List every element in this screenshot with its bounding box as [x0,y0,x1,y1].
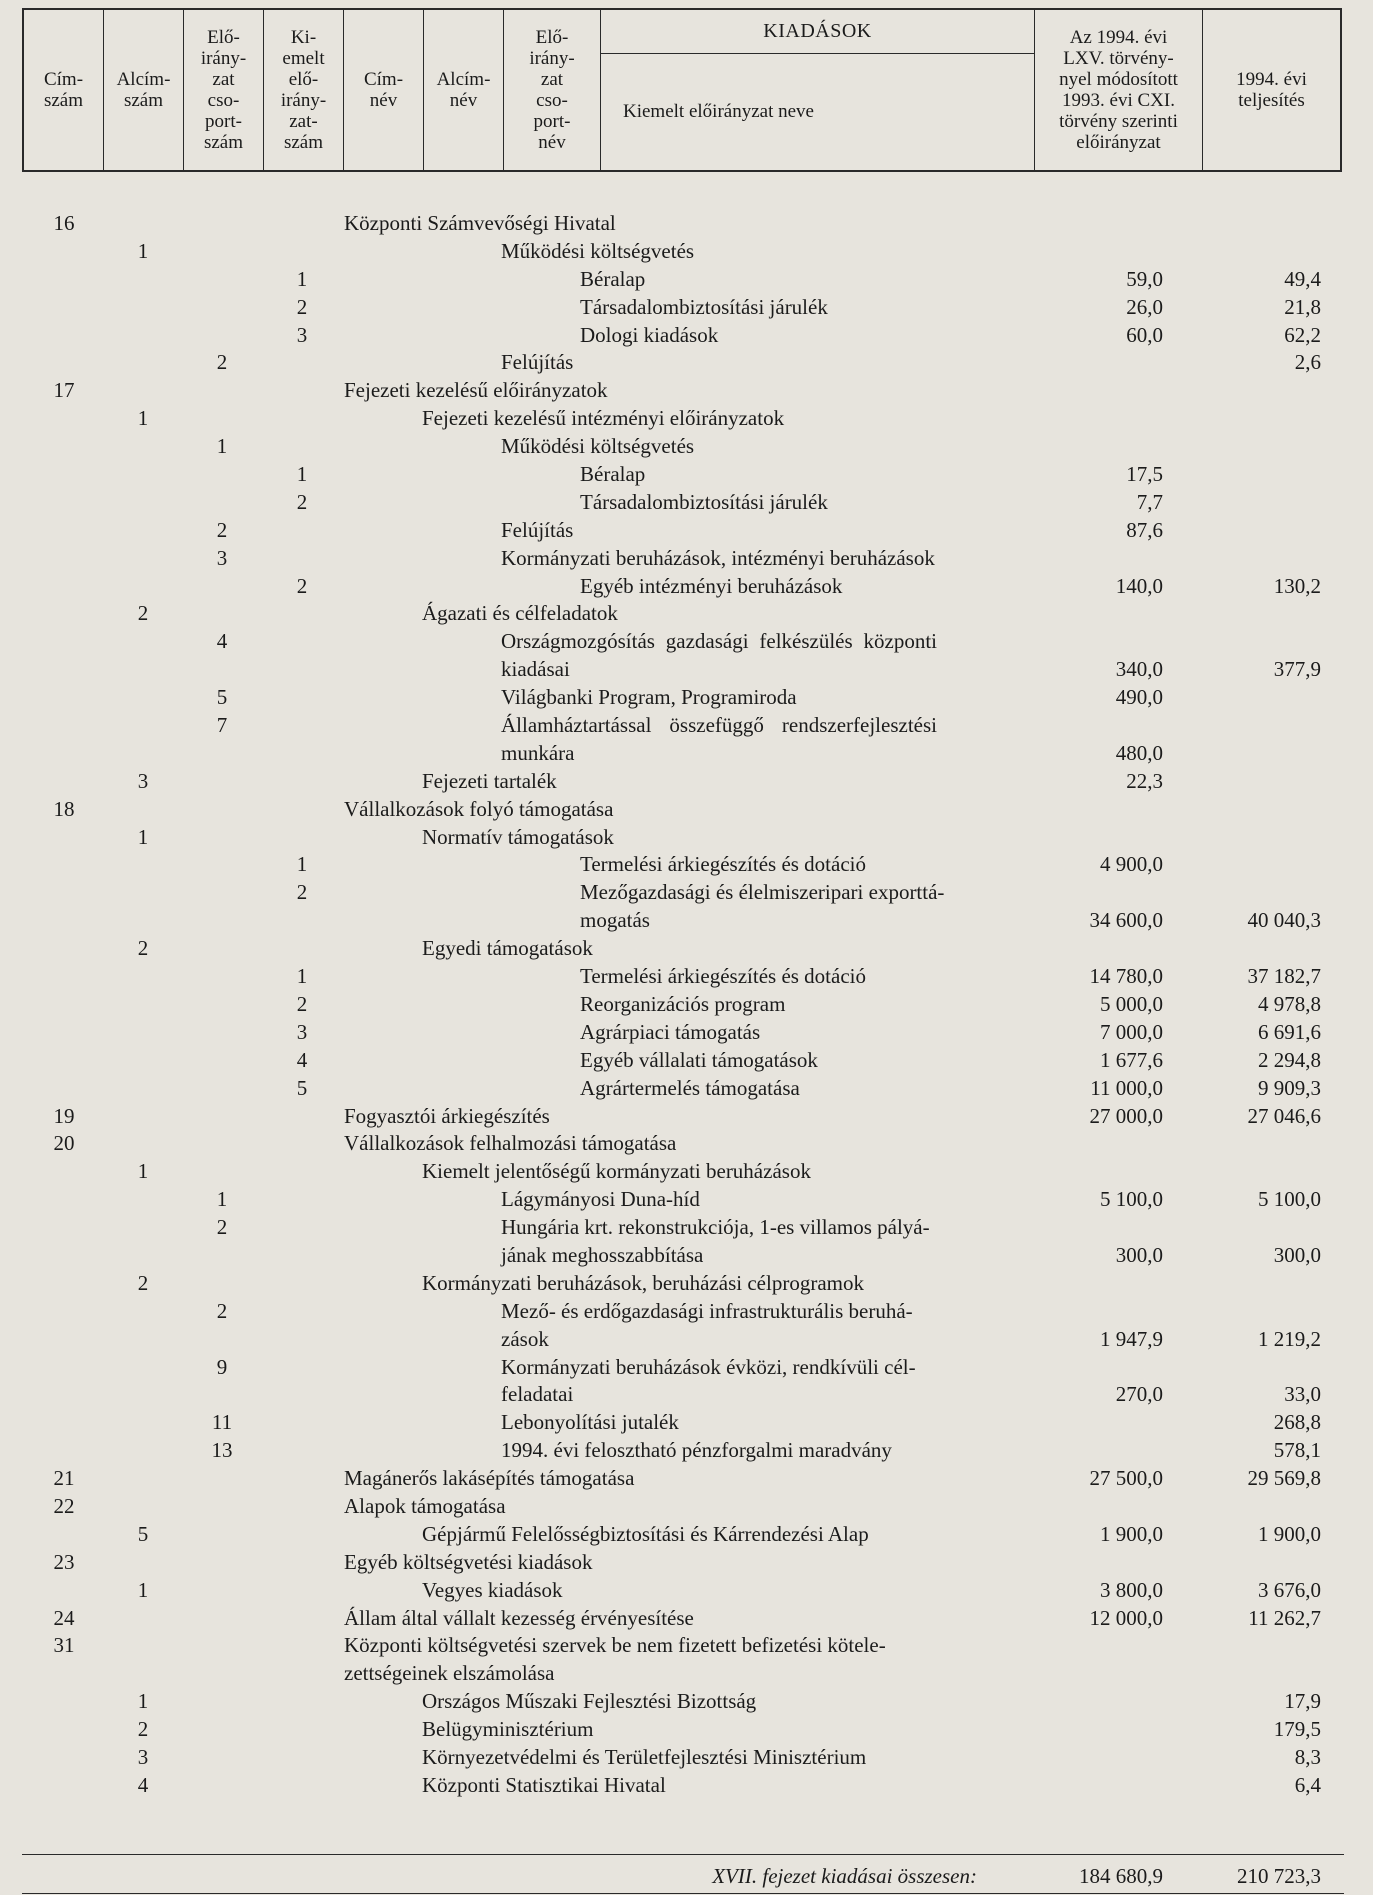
item-name-cell: Államháztartással összefüggő rendszerfejlesztési [501,713,937,738]
item-name-cell: Országos Műszaki Fejlesztési Bizottság [422,1689,757,1714]
eloiranyzat-value-cell: 340,0 [1115,657,1163,682]
cimszam-cell: 24 [53,1605,75,1630]
kiemelt-szam-cell: 2 [296,991,308,1016]
eloiranyzat-value-cell: 59,0 [1126,266,1163,291]
table-row [0,684,1373,712]
kiemelt-szam-cell: 2 [296,880,308,905]
cimszam-cell: 16 [53,211,75,235]
table-row [0,1019,1373,1047]
item-name-cell: Vállalkozások felhalmozási támogatása [344,1131,677,1156]
item-name-cell: Központi Statisztikai Hivatal [422,1772,666,1797]
eloiranyzat-value-cell: 5 100,0 [1100,1187,1163,1212]
item-name-cell: Hungária krt. rekonstrukciója, 1-es villamos pályá- [501,1215,930,1240]
cimszam-cell: 22 [53,1493,75,1518]
teljesites-value-cell: 62,2 [1284,322,1321,347]
item-name-cell: Fejezeti kezelésű előirányzatok [344,378,608,403]
table-row [0,1632,1373,1660]
header-cimnev: Cím- név [344,10,424,170]
table-row [0,349,1373,377]
item-name-cell: Felújítás [501,350,574,375]
table-row [0,712,1373,740]
table-header [22,8,1342,172]
table-row [0,963,1373,991]
eloiranyzat-csoport-szam-cell: 3 [216,545,228,570]
eloiranyzat-value-cell: 300,0 [1115,1242,1163,1267]
teljesites-value-cell: 6,4 [1294,1772,1321,1797]
kiemelt-szam-cell: 4 [296,1047,308,1072]
eloiranyzat-value-cell: 60,0 [1126,322,1163,347]
cimszam-cell: 17 [53,378,75,403]
eloiranyzat-value-cell: 11 000,0 [1090,1075,1163,1100]
kiemelt-szam-cell: 2 [296,573,308,598]
header-alcimnev: Alcím- név [424,10,504,170]
eloiranyzat-csoport-szam-cell: 9 [216,1354,228,1379]
teljesites-value-cell: 3 676,0 [1258,1577,1321,1602]
eloiranyzat-csoport-szam-cell: 11 [211,1410,233,1435]
header-kiadasok: KIADÁSOK [601,10,1035,54]
table-row [0,1047,1373,1075]
kiemelt-szam-cell: 1 [296,852,308,877]
table-row [0,1158,1373,1186]
table-row [0,851,1373,879]
cimszam-cell: 23 [53,1549,75,1574]
eloiranyzat-csoport-szam-cell: 1 [216,1187,228,1212]
table-row [0,1186,1373,1214]
header-alcimszam: Alcím- szám [104,10,184,170]
item-name-cell: Környezetvédelmi és Területfejlesztési Minisztérium [422,1744,867,1769]
eloiranyzat-value-cell: 480,0 [1115,740,1163,765]
total-label: XVII. fejezet kiadásai összesen: [712,1864,977,1888]
item-name-cell: Fejezeti tartalék [422,768,557,793]
item-name-cell: Kormányzati beruházások, intézményi beruházások [501,545,935,570]
teljesites-value-cell: 21,8 [1284,294,1321,319]
eloiranyzat-csoport-szam-cell: 2 [216,517,228,542]
table-row [0,656,1373,684]
item-name-cell: Agrárpiaci támogatás [580,1019,761,1044]
teljesites-value-cell: 2 294,8 [1258,1047,1321,1072]
table-row [0,1354,1373,1382]
table-row [0,1242,1373,1270]
item-name-cell: Fogyasztói árkiegészítés [344,1103,550,1128]
cimszam-cell: 19 [53,1103,75,1128]
item-name-cell: Felújítás [501,517,574,542]
eloiranyzat-value-cell: 490,0 [1115,685,1163,710]
item-name-cell: Termelési árkiegészítés és dotáció [580,852,866,877]
item-name-cell: Agrártermelés támogatása [580,1075,800,1100]
table-row [0,1465,1373,1493]
header-teljesites: 1994. évi teljesítés [1236,69,1307,111]
table-row [0,210,1373,238]
eloiranyzat-value-cell: 7,7 [1136,489,1163,514]
table-row [0,824,1373,852]
item-name-cell: 1994. évi felosztható pénzforgalmi maradvány [501,1438,892,1463]
total-rule-bottom [22,1893,1344,1894]
eloiranyzat-value-cell: 1 900,0 [1100,1521,1163,1546]
teljesites-value-cell: 268,8 [1273,1410,1321,1435]
eloiranyzat-value-cell: 4 900,0 [1100,852,1163,877]
table-row [0,1577,1373,1605]
item-name-cell: jának meghosszabbítása [501,1242,704,1267]
table-row [0,1381,1373,1409]
header-eloiranyzat-csoport-szam: Elő- irány- zat cso- port- szám [184,10,264,170]
teljesites-value-cell: 33,0 [1284,1382,1321,1407]
item-name-cell: Egyedi támogatások [422,936,593,961]
eloiranyzat-value-cell: 7 000,0 [1100,1019,1163,1044]
table-row [0,461,1373,489]
eloiranyzat-csoport-szam-cell: 2 [216,350,228,375]
table-row [0,1772,1373,1800]
item-name-cell: kiadásai [501,657,570,682]
item-name-cell: Működési költségvetés [501,434,695,459]
alcimszam-cell: 1 [137,238,149,263]
total-eloiranyzat: 184 680,9 [1079,1864,1163,1888]
eloiranyzat-value-cell: 140,0 [1115,573,1163,598]
table-row [0,768,1373,796]
header-cimszam: Cím- szám [24,10,104,170]
table-row [0,377,1373,405]
table-row [0,879,1373,907]
item-name-cell: Reorganizációs program [580,991,786,1016]
table-row [0,489,1373,517]
eloiranyzat-value-cell: 270,0 [1115,1382,1163,1407]
item-name-cell: Béralap [580,462,646,487]
cimszam-cell: 31 [53,1633,75,1658]
alcimszam-cell: 5 [137,1521,149,1546]
eloiranyzat-csoport-szam-cell: 7 [216,713,228,738]
teljesites-value-cell: 8,3 [1294,1744,1321,1769]
alcimszam-cell: 1 [137,824,149,849]
table-row [0,1103,1373,1131]
table-row [0,1409,1373,1437]
table-row [0,1688,1373,1716]
item-name-cell: munkára [501,740,575,765]
teljesites-value-cell: 17,9 [1284,1689,1321,1714]
kiemelt-szam-cell: 2 [296,489,308,514]
item-name-cell: Mező- és erdőgazdasági infrastrukturális beruhá- [501,1298,913,1323]
teljesites-value-cell: 578,1 [1273,1438,1321,1463]
eloiranyzat-value-cell: 12 000,0 [1089,1605,1163,1630]
item-name-cell: Működési költségvetés [501,238,695,263]
table-row [0,1214,1373,1242]
table-row [0,1744,1373,1772]
kiemelt-szam-cell: 1 [296,266,308,291]
item-name-cell: zások [501,1326,549,1351]
kiemelt-szam-cell: 3 [296,1019,308,1044]
eloiranyzat-csoport-szam-cell: 1 [216,434,228,459]
item-name-cell: Gépjármű Felelősségbiztosítási és Kárrendezési Alap [422,1521,869,1546]
alcimszam-cell: 2 [137,936,149,961]
eloiranyzat-csoport-szam-cell: 2 [216,1215,228,1240]
eloiranyzat-csoport-szam-cell: 13 [211,1438,233,1463]
table-body [0,210,1373,1800]
table-row [0,600,1373,628]
item-name-cell: feladatai [501,1382,574,1407]
item-name-cell: Társadalombiztosítási járulék [580,489,828,514]
table-row [0,294,1373,322]
eloiranyzat-value-cell: 27 000,0 [1089,1103,1163,1128]
teljesites-value-cell: 1 219,2 [1258,1326,1321,1351]
eloiranyzat-value-cell: 17,5 [1126,462,1163,487]
kiemelt-szam-cell: 1 [296,964,308,989]
item-name-cell: zettségeinek elszámolása [344,1661,555,1686]
table-row [0,1298,1373,1326]
eloiranyzat-csoport-szam-cell: 2 [216,1298,228,1323]
item-name-cell: Társadalombiztosítási járulék [580,294,828,319]
alcimszam-cell: 1 [137,1577,149,1602]
eloiranyzat-value-cell: 87,6 [1126,517,1163,542]
table-row [0,1493,1373,1521]
item-name-cell: Központi Számvevőségi Hivatal [344,211,616,235]
header-eloiranyzat-csoport-nev: Elő- irány- zat cso- port- név [504,10,601,170]
table-row [0,1075,1373,1103]
header-kiemelt-nev: Kiemelt előirányzat neve [601,54,1035,170]
table-row [0,740,1373,768]
item-name-cell: Egyéb intézményi beruházások [580,573,843,598]
teljesites-value-cell: 6 691,6 [1258,1019,1321,1044]
teljesites-value-cell: 40 040,3 [1247,908,1321,933]
kiemelt-szam-cell: 2 [296,294,308,319]
item-name-cell: Egyéb költségvetési kiadások [344,1549,593,1574]
alcimszam-cell: 3 [137,768,149,793]
table-row [0,266,1373,294]
item-name-cell: Vegyes kiadások [422,1577,563,1602]
table-row [0,935,1373,963]
teljesites-value-cell: 9 909,3 [1258,1075,1321,1100]
alcimszam-cell: 3 [137,1744,149,1769]
eloiranyzat-value-cell: 3 800,0 [1100,1577,1163,1602]
table-row [0,517,1373,545]
item-name-cell: Országmozgósítás gazdasági felkészülés központi [501,629,937,654]
alcimszam-cell: 2 [137,1717,149,1742]
teljesites-value-cell: 27 046,6 [1247,1103,1321,1128]
teljesites-value-cell: 179,5 [1273,1717,1321,1742]
table-row [0,907,1373,935]
alcimszam-cell: 2 [137,601,149,626]
header-kiemelt-szam: Ki- emelt elő- irány- zat- szám [264,10,344,170]
table-row [0,1716,1373,1744]
kiemelt-szam-cell: 5 [296,1075,308,1100]
eloiranyzat-value-cell: 26,0 [1126,294,1163,319]
item-name-cell: Magánerős lakásépítés támogatása [344,1466,635,1491]
item-name-cell: Kormányzati beruházások évközi, rendkívüli cél- [501,1354,916,1379]
teljesites-value-cell: 49,4 [1284,266,1321,291]
item-name-cell: Lágymányosi Duna-híd [501,1187,700,1212]
teljesites-value-cell: 130,2 [1273,573,1321,598]
eloiranyzat-value-cell: 1 677,6 [1100,1047,1163,1072]
cimszam-cell: 21 [53,1466,75,1491]
alcimszam-cell: 2 [137,1270,149,1295]
alcimszam-cell: 1 [137,406,149,431]
eloiranyzat-value-cell: 1 947,9 [1100,1326,1163,1351]
item-name-cell: Normatív támogatások [422,824,614,849]
item-name-cell: Fejezeti kezelésű intézményi előirányzatok [422,406,785,431]
teljesites-value-cell: 5 100,0 [1258,1187,1321,1212]
item-name-cell: Kormányzati beruházások, beruházási célprogramok [422,1270,864,1295]
teljesites-value-cell: 11 262,7 [1248,1605,1321,1630]
eloiranyzat-csoport-szam-cell: 4 [216,629,228,654]
table-row [0,545,1373,573]
table-row [0,991,1373,1019]
item-name-cell: Termelési árkiegészítés és dotáció [580,964,866,989]
item-name-cell: Állam által vállalt kezesség érvényesítése [344,1605,694,1630]
item-name-cell: Lebonyolítási jutalék [501,1410,679,1435]
teljesites-value-cell: 300,0 [1273,1242,1321,1267]
table-row [0,1270,1373,1298]
table-row [0,1326,1373,1354]
item-name-cell: Béralap [580,266,646,291]
item-name-cell: Világbanki Program, Programiroda [501,685,797,710]
table-row [0,573,1373,601]
table-row [0,433,1373,461]
item-name-cell: Dologi kiadások [580,322,719,347]
total-teljesites: 210 723,3 [1237,1864,1321,1888]
table-row [0,1130,1373,1158]
item-name-cell: Kiemelt jelentőségű kormányzati beruházások [422,1159,811,1184]
item-name-cell: Ágazati és célfeladatok [422,601,618,626]
table-row [0,322,1373,350]
table-row [0,405,1373,433]
teljesites-value-cell: 2,6 [1294,350,1321,375]
item-name-cell: Belügyminisztérium [422,1717,594,1742]
eloiranyzat-value-cell: 14 780,0 [1089,964,1163,989]
table-row [0,1521,1373,1549]
alcimszam-cell: 1 [137,1159,149,1184]
eloiranyzat-csoport-szam-cell: 5 [216,685,228,710]
item-name-cell: Központi költségvetési szervek be nem fizetett befizetési kötele- [344,1633,886,1658]
table-row [0,1660,1373,1688]
item-name-cell: Vállalkozások folyó támogatása [344,796,614,821]
alcimszam-cell: 1 [137,1689,149,1714]
item-name-cell: mogatás [580,908,650,933]
table-row [0,1437,1373,1465]
teljesites-value-cell: 29 569,8 [1247,1466,1321,1491]
item-name-cell: Mezőgazdasági és élelmiszeripari exporttá- [580,880,945,905]
kiemelt-szam-cell: 3 [296,322,308,347]
header-eloiranyzat: Az 1994. évi LXV. törvény- nyel módosított 1993. évi CXI. törvény szerinti előirányzat [1035,10,1203,170]
eloiranyzat-value-cell: 22,3 [1126,768,1163,793]
table-row [0,238,1373,266]
table-row [0,628,1373,656]
table-row [0,796,1373,824]
alcimszam-cell: 4 [137,1772,149,1797]
cimszam-cell: 18 [53,796,75,821]
teljesites-value-cell: 377,9 [1273,657,1321,682]
table-row [0,1549,1373,1577]
table-row [0,1605,1373,1633]
teljesites-value-cell: 37 182,7 [1247,964,1321,989]
eloiranyzat-value-cell: 5 000,0 [1100,991,1163,1016]
kiemelt-szam-cell: 1 [296,462,308,487]
teljesites-value-cell: 1 900,0 [1258,1521,1321,1546]
eloiranyzat-value-cell: 27 500,0 [1089,1466,1163,1491]
eloiranyzat-value-cell: 34 600,0 [1089,908,1163,933]
cimszam-cell: 20 [53,1131,75,1156]
item-name-cell: Egyéb vállalati támogatások [580,1047,818,1072]
item-name-cell: Alapok támogatása [344,1493,506,1518]
teljesites-value-cell: 4 978,8 [1258,991,1321,1016]
total-rule-top [22,1854,1344,1855]
